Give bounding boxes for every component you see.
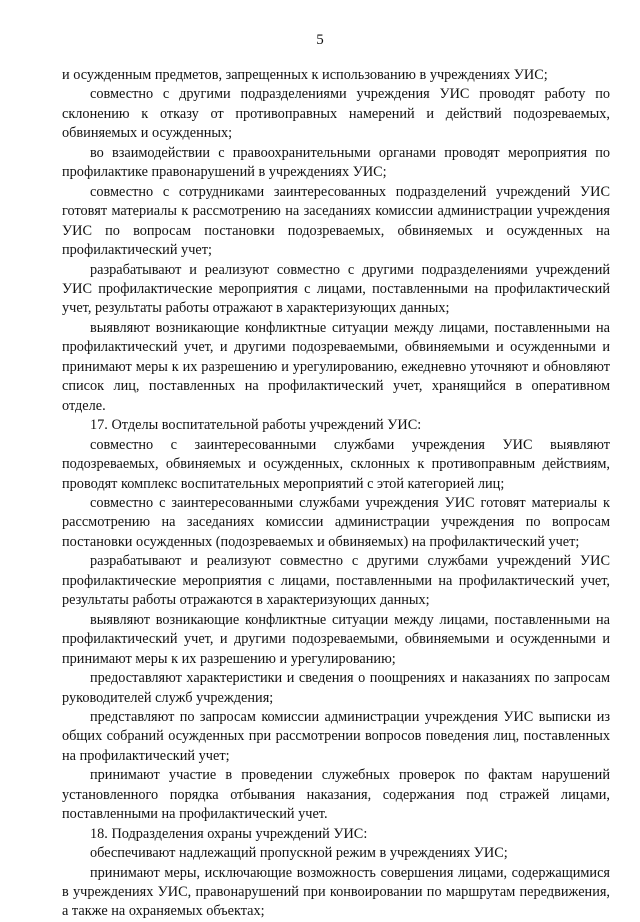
paragraph: во взаимодействии с правоохранительными органами проводят мероприятия по профилактике правонарушений в учреждениях УИС; — [62, 144, 610, 181]
paragraph: выявляют возникающие конфликтные ситуации между лицами, поставленными на профилактический учет, и другими подозреваемыми, обвиняемыми и осужденными и принимают меры к их разрешению и урегулированию; — [62, 611, 610, 667]
section-heading: 17. Отделы воспитательной работы учреждений УИС: — [90, 417, 422, 434]
paragraph: предоставляют характеристики и сведения о поощрениях и наказаниях по запросам руководителей служб учреждения; — [62, 670, 610, 706]
paragraph: совместно с заинтересованными службами учреждения УИС выявляют подозреваемых, обвиняемых и осужденных, склонных к противоправным действиям, проводят комплекс воспитательных мероприятий с этой категорией лиц; — [62, 436, 610, 492]
paragraph: принимают меры, исключающие возможность совершения лицами, содержащимися в учреждениях УИС, правонарушений при конвоировании по маршрутам передвижения, а также на охраняемых объектах; — [62, 864, 610, 920]
paragraph: выявляют возникающие конфликтные ситуации между лицами, поставленными на профилактический учет, и другими подозреваемыми, обвиняемыми и осужденными и принимают меры к их разрешению и урегулированию, ежедневно уточняют и обновляют список лиц, поставленных на профилактический учет, хранящийся в оперативном отделе. — [62, 319, 610, 414]
paragraph: принимают участие в проведении служебных проверок по фактам нарушений установленного порядка отбывания наказания, содержания под стражей лицами, поставленными на профилактический учет. — [62, 767, 610, 823]
page-number: 5 — [316, 32, 324, 48]
paragraph: разрабатывают и реализуют совместно с другими подразделениями учреждений УИС профилактические мероприятия с лицами, поставленными на профилактический учет, результаты работы отражают в характеризующих данных; — [62, 261, 610, 317]
paragraph: представляют по запросам комиссии администрации учреждения УИС выписки из общих собраний осужденных при рассмотрении вопросов поведения лиц, поставленных на профилактический учет; — [62, 708, 610, 764]
paragraph: совместно с сотрудниками заинтересованных подразделений учреждений УИС готовят материалы к рассмотрению на заседаниях комиссии администрации учреждения УИС по вопросам постановки подозреваемых, обвиняемых и осужденных на профилактический учет; — [62, 183, 610, 259]
paragraph: совместно с другими подразделениями учреждения УИС проводят работу по склонению к отказу от противоправных намерений и действий подозреваемых, обвиняемых и осужденных; — [62, 86, 610, 142]
paragraph: и осужденным предметов, запрещенных к использованию в учреждениях УИС; — [62, 67, 548, 83]
paragraph: обеспечивают надлежащий пропускной режим в учреждениях УИС; — [90, 845, 508, 862]
paragraph: совместно с заинтересованными службами учреждения УИС готовят материалы к рассмотрению на заседаниях комиссии администрации учреждения по вопросам постановки осужденных (подозреваемых и обвиняемых) на профилактический учет; — [62, 494, 610, 550]
section-heading: 18. Подразделения охраны учреждений УИС: — [90, 825, 368, 842]
paragraph: разрабатывают и реализуют совместно с другими службами учреждений УИС профилактические мероприятия с лицами, поставленными на профилактический учет, результаты работы отражаются в характеризующих данных; — [62, 553, 610, 609]
document-body — [62, 66, 610, 922]
